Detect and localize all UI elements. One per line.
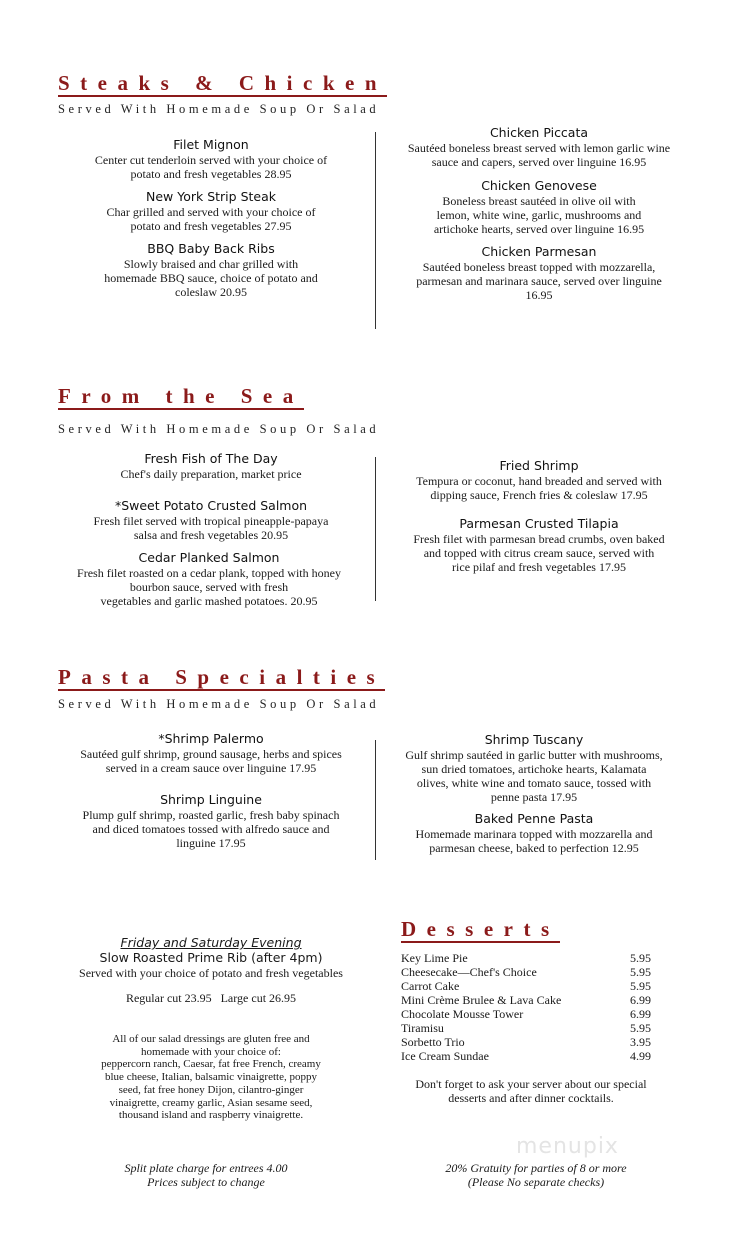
item-desc: dipping sauce, French fries & coleslaw 17.95 xyxy=(430,488,648,502)
item-name: Baked Penne Pasta xyxy=(474,811,594,826)
dessert-price: 4.99 xyxy=(630,1049,651,1063)
item-desc: vegetables and garlic mashed potatoes. 20.95 xyxy=(100,594,318,608)
pasta-section-title: Pasta Specialties xyxy=(58,665,386,689)
dessert-row xyxy=(401,993,651,1007)
item-desc: Fresh filet with parmesan bread crumbs, oven baked xyxy=(413,532,665,546)
item-desc: Plump gulf shrimp, roasted garlic, fresh baby spinach xyxy=(82,808,340,822)
dessert-price: 5.95 xyxy=(630,951,651,965)
item-desc: Fresh filet roasted on a cedar plank, topped with honey xyxy=(77,566,341,580)
item-desc: Fresh filet served with tropical pineapple-papaya xyxy=(93,514,329,528)
dessert-price: 6.99 xyxy=(630,993,651,1007)
item-desc: potato and fresh vegetables 27.95 xyxy=(130,219,292,233)
item-name: Chicken Piccata xyxy=(489,125,589,140)
item-desc: parmesan cheese, baked to perfection 12.95 xyxy=(429,841,639,855)
item-desc: sun dried tomatoes, artichoke hearts, Kalamata xyxy=(421,762,647,776)
item-desc: served in a cream sauce over linguine 17.95 xyxy=(105,761,317,775)
dessert-row xyxy=(401,1035,651,1049)
footer-line: Split plate charge for entrees 4.00 xyxy=(124,1161,288,1175)
item-name: Chicken Parmesan xyxy=(481,244,597,259)
dressing-line: All of our salad dressings are gluten free and xyxy=(112,1033,310,1045)
item-name: Fresh Fish of The Day xyxy=(144,451,278,466)
item-desc: salsa and fresh vegetables 20.95 xyxy=(133,528,289,542)
dessert-note xyxy=(386,1077,676,1105)
footer-left-note xyxy=(96,1161,316,1189)
pasta-column-divider xyxy=(375,740,376,860)
dessert-row xyxy=(401,951,651,965)
dessert-price: 5.95 xyxy=(630,965,651,979)
item-name: Chicken Genovese xyxy=(481,178,597,193)
item-desc: Gulf shrimp sautéed in garlic butter with mushrooms, xyxy=(405,748,663,762)
menu-item-chicken-parmesan xyxy=(386,244,692,302)
dessert-price: 5.95 xyxy=(630,979,651,993)
item-name: New York Strip Steak xyxy=(146,189,276,204)
item-name: Cedar Planked Salmon xyxy=(138,550,280,565)
footer-line: 20% Gratuity for parties of 8 or more xyxy=(445,1161,627,1175)
item-desc: olives, white wine and tomato sauce, tossed with xyxy=(416,776,652,790)
item-name: Parmesan Crusted Tilapia xyxy=(459,516,619,531)
dessert-name: Mini Crème Brulee & Lava Cake xyxy=(401,993,562,1007)
dessert-row xyxy=(401,1007,651,1021)
item-desc: penne pasta 17.95 xyxy=(490,790,578,804)
menu-item-shrimp-linguine xyxy=(58,792,364,850)
item-name: *Sweet Potato Crusted Salmon xyxy=(114,498,308,513)
item-desc: Sautéed boneless breast topped with mozzarella, xyxy=(422,260,656,274)
item-desc: and diced tomatoes tossed with alfredo sauce and xyxy=(92,822,330,836)
item-desc: linguine 17.95 xyxy=(176,836,246,850)
dressing-line: peppercorn ranch, Caesar, fat free French, creamy xyxy=(101,1058,321,1071)
item-desc: lemon, white wine, garlic, mushrooms and xyxy=(436,208,642,222)
dessert-price: 5.95 xyxy=(630,1021,651,1035)
dessert-name: Tiramisu xyxy=(401,1021,444,1035)
menu-item-chicken-piccata xyxy=(386,125,692,169)
item-desc: parmesan and marinara sauce, served over linguine xyxy=(416,274,662,288)
dessert-name: Cheesecake—Chef's Choice xyxy=(401,965,537,979)
item-name: Shrimp Linguine xyxy=(160,792,262,807)
menu-item-shrimp-palermo xyxy=(58,731,364,775)
steaks-section-title: Steaks & Chicken xyxy=(58,71,388,95)
menupix-watermark: menupix xyxy=(516,1134,619,1159)
dessert-row xyxy=(401,979,651,993)
menu-item-chicken-genovese xyxy=(386,178,692,236)
item-desc: Tempura or coconut, hand breaded and served with xyxy=(416,474,662,488)
steaks-section-subtitle: Served With Homemade Soup Or Salad xyxy=(58,102,380,116)
dessert-price: 6.99 xyxy=(630,1007,651,1021)
weekend-special xyxy=(58,935,364,1005)
dessert-row xyxy=(401,1021,651,1035)
item-name: Shrimp Tuscany xyxy=(484,732,584,747)
steaks-column-divider xyxy=(375,132,376,329)
footer-right-note xyxy=(406,1161,666,1189)
menu-item-filet-mignon xyxy=(58,137,364,181)
dessert-row xyxy=(401,1049,651,1063)
menu-item-cedar-salmon xyxy=(56,550,362,608)
special-title: Friday and Saturday Evening xyxy=(120,935,302,950)
item-name: BBQ Baby Back Ribs xyxy=(147,241,275,256)
salad-dressings-note xyxy=(58,1033,364,1122)
menu-item-bbq-ribs xyxy=(58,241,364,299)
menu-item-baked-penne xyxy=(381,811,687,855)
pasta-section-subtitle: Served With Homemade Soup Or Salad xyxy=(58,697,380,711)
sea-section-subtitle: Served With Homemade Soup Or Salad xyxy=(58,422,380,436)
item-desc: and topped with citrus cream sauce, served with xyxy=(423,546,655,560)
sea-section-title: From the Sea xyxy=(58,384,304,408)
dessert-name: Chocolate Mousse Tower xyxy=(401,1007,524,1021)
menu-item-sweet-potato-salmon xyxy=(58,498,364,542)
menu-item-ny-strip xyxy=(58,189,364,233)
sea-column-divider xyxy=(375,457,376,601)
menu-item-fried-shrimp xyxy=(386,458,692,502)
footer-line: Prices subject to change xyxy=(147,1175,265,1189)
dressing-line: blue cheese, Italian, balsamic vinaigrette, poppy xyxy=(105,1071,317,1084)
footer-line: (Please No separate checks) xyxy=(467,1175,605,1189)
item-desc: Slowly braised and char grilled with xyxy=(123,257,299,271)
item-name: Fried Shrimp xyxy=(499,458,579,473)
item-desc: Boneless breast sautéed in olive oil with xyxy=(442,194,636,208)
item-name: *Shrimp Palermo xyxy=(158,731,264,746)
item-desc: Center cut tenderloin served with your choice of xyxy=(94,153,328,167)
menu-item-shrimp-tuscany xyxy=(381,732,687,804)
item-desc: artichoke hearts, served over linguine 16.95 xyxy=(433,222,645,236)
item-desc: Sautéed boneless breast served with lemon garlic wine xyxy=(407,141,671,155)
item-desc: rice pilaf and fresh vegetables 17.95 xyxy=(452,560,626,574)
dessert-name: Carrot Cake xyxy=(401,979,460,993)
dessert-name: Sorbetto Trio xyxy=(401,1035,465,1049)
dessert-price: 3.95 xyxy=(630,1035,651,1049)
item-desc: sauce and capers, served over linguine 16.95 xyxy=(431,155,647,169)
special-prices: Regular cut 23.95 Large cut 26.95 xyxy=(125,991,297,1005)
note-line: Don't forget to ask your server about our special xyxy=(415,1077,647,1091)
menu-item-fresh-fish xyxy=(58,451,364,481)
special-desc: Served with your choice of potato and fresh vegetables xyxy=(79,966,343,980)
dessert-row xyxy=(401,965,651,979)
item-desc: Sautéed gulf shrimp, ground sausage, herbs and spices xyxy=(80,747,342,761)
item-desc: homemade BBQ sauce, choice of potato and xyxy=(104,271,318,285)
special-name: Slow Roasted Prime Rib (after 4pm) xyxy=(99,950,323,965)
item-desc: Char grilled and served with your choice of xyxy=(106,205,316,219)
item-desc: Homemade marinara topped with mozzarella and xyxy=(415,827,653,841)
item-desc: 16.95 xyxy=(525,288,553,302)
dressing-line: vinaigrette, creamy garlic, Asian sesame seed, xyxy=(109,1096,313,1109)
item-desc: potato and fresh vegetables 28.95 xyxy=(130,167,292,181)
note-line: desserts and after dinner cocktails. xyxy=(448,1091,614,1105)
item-desc: coleslaw 20.95 xyxy=(175,285,247,299)
item-desc: bourbon sauce, served with fresh xyxy=(129,580,289,594)
item-desc: Chef's daily preparation, market price xyxy=(120,467,302,481)
item-name: Filet Mignon xyxy=(173,137,249,152)
dessert-name: Ice Cream Sundae xyxy=(401,1049,489,1063)
dressing-line: thousand island and raspberry vinaigrette. xyxy=(118,1109,304,1122)
dessert-name: Key Lime Pie xyxy=(401,951,468,965)
menu-item-parmesan-tilapia xyxy=(386,516,692,574)
dressing-line: homemade with your choice of: xyxy=(141,1045,281,1058)
dessert-list xyxy=(401,951,651,1063)
dressing-line: seed, fat free honey Dijon, cilantro-ginger xyxy=(118,1083,304,1096)
desserts-section-title: Desserts xyxy=(401,917,560,941)
